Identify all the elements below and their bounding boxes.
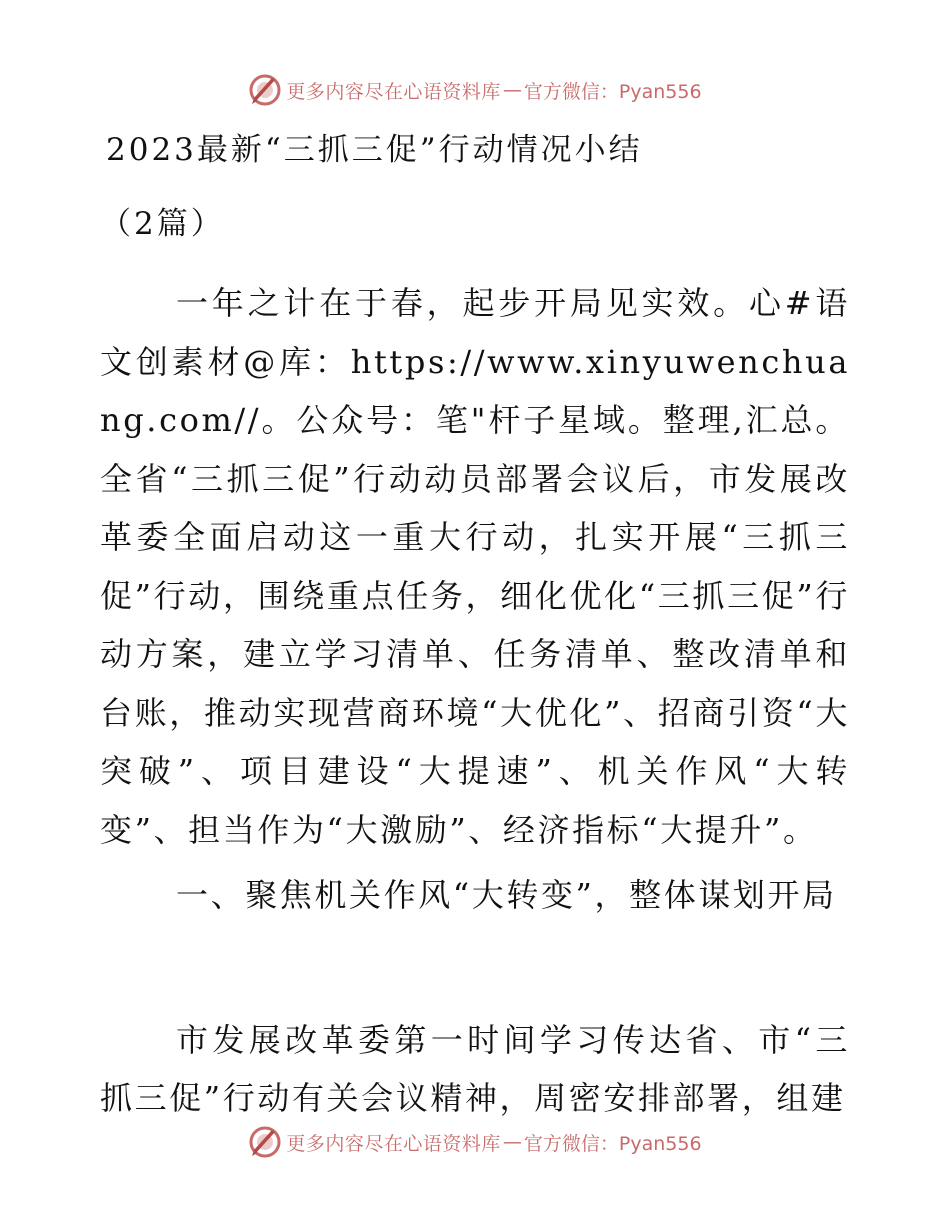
watermark-header [0, 68, 950, 112]
watermark-dash: — [502, 1131, 522, 1153]
paragraph-intro: 一年之计在于春，起步开局见实效。心#语文创素材@库：https://www.xinyuwenchuang.com//。公众号：笔"杆子星域。整理,汇总。全省“三抓三促”行动动员部署会议后，市发展改革委全面启动这一重大行动，扎实开展“三抓三促”行动，围绕重点任务，细化优化“三抓三促”行动方案，建立学习清单、任务清单、整改清单和台账，推动实现营商环境“大优化”、招商引资“大突破”、项目建设“大提速”、机关作风“大转变”、担当作为“大激励”、经济指标“大提升”。 [100, 284, 850, 849]
watermark-footer [0, 1120, 950, 1164]
paragraph-section-1: 市发展改革委第一时间学习传达省、市“三抓三促”行动有关会议精神，周密安排部署，组建 [100, 1021, 850, 1117]
watermark-sub-text: 官方微信：Pyan556 [523, 80, 702, 103]
watermark-sub-text: 官方微信：Pyan556 [523, 1132, 702, 1155]
watermark-dash: — [502, 79, 522, 101]
watermark-main-text: 更多内容尽在心语资料库 [286, 80, 501, 103]
quill-logo-icon [248, 73, 282, 107]
document-title: 2023最新“三抓三促”行动情况小结 [106, 132, 643, 168]
section-heading-1: 一、聚焦机关作风“大转变”，整体谋划开局 [176, 876, 837, 914]
document-subtitle: （2篇） [100, 206, 225, 242]
quill-logo-icon [248, 1125, 282, 1159]
watermark-main-text: 更多内容尽在心语资料库 [286, 1132, 501, 1155]
